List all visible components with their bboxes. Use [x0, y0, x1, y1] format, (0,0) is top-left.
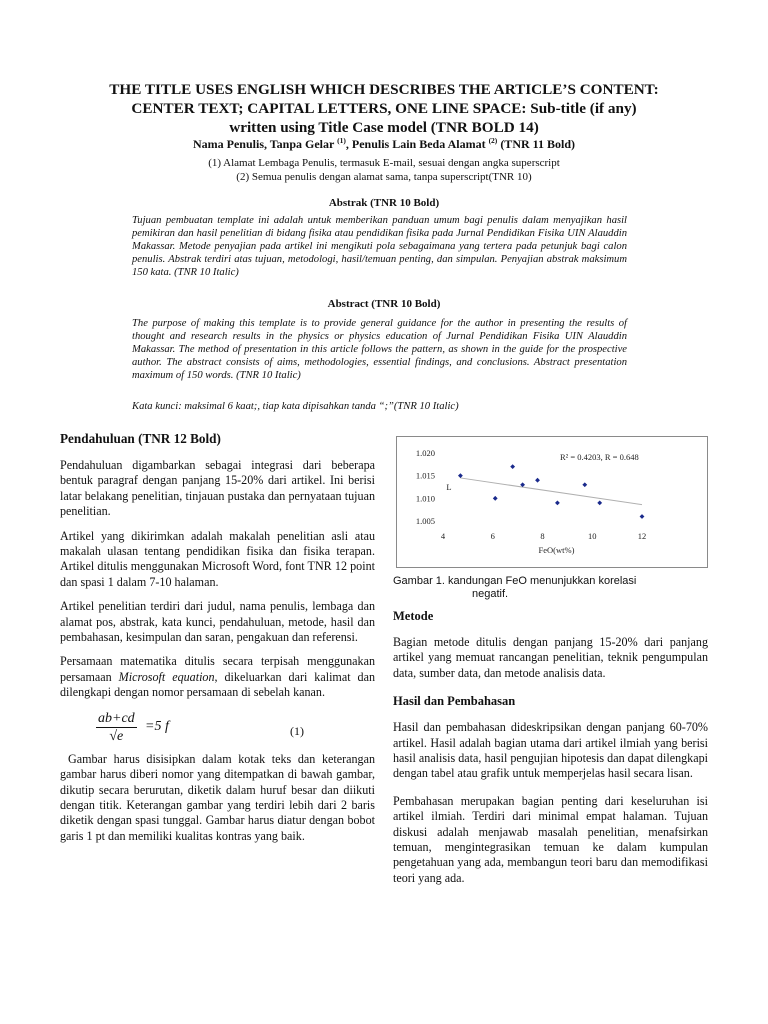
author-line [40, 136, 728, 152]
author-2-name: , Penulis Lain Beda Alamat [345, 137, 489, 151]
equation-number: (1) [290, 723, 304, 738]
data-point [597, 500, 602, 505]
results-paragraph-1: Hasil dan pembahasan dideskripsikan dengan panjang 60-70% artikel. Hasil adalah bagian utama dari artikel ilmiah yang berisi hasil analisis data, hasil pengujian hipotesis dan dapat dilengkapi dengan tabel atau grafik untuk memperjelas hasil secara lisan. [393, 720, 708, 781]
data-point [535, 478, 540, 483]
y-axis-label: L [446, 482, 452, 492]
title-line-1: THE TITLE USES ENGLISH WHICH DESCRIBES THE ARTICLE’S CONTENT: [109, 81, 659, 98]
paper-title [40, 80, 728, 137]
x-tick-label: 4 [440, 531, 446, 541]
intro-p4-text-b: , dikeluarkan dari kalimat dan dilengkapi dengan nomor persamaan di sebelah kanan. [60, 669, 375, 700]
y-tick-label: 1.020 [415, 448, 435, 458]
intro-p4-text-a: Persamaan matematika ditulis secara terpisah menggunakan persamaan [60, 654, 375, 684]
title-line-2: CENTER TEXT; CAPITAL LETTERS, ONE LINE SPACE: Sub-title (if any) [131, 100, 637, 117]
intro-paragraph-2: Artikel yang dikirimkan adalah makalah penelitian asli atau makalah ulasan tentang pendidikan fisika dan fisika terapan. Artikel ditulis menggunakan Microsoft Word, font TNR 12 point dan spasi 1 dalam 7-10 halaman. [60, 528, 375, 589]
methods-paragraph: Bagian metode ditulis dengan panjang 15-20% dari panjang artikel yang memuat rancangan penelitian, teknik pengumpulan data, sumber data, dan metode analisis data. [393, 635, 708, 680]
author-1-name: Nama Penulis, Tanpa Gelar [192, 137, 338, 151]
data-point [640, 514, 645, 519]
affiliation-line-1: (1) Alamat Lembaga Penulis, termasuk E-mail, sesuai dengan angka superscript [208, 157, 560, 169]
y-tick-label: 1.010 [415, 493, 435, 504]
x-tick-label: 12 [637, 531, 647, 541]
y-tick-label: 1.005 [415, 516, 435, 526]
author-format-note: (TNR 11 Bold) [497, 137, 575, 151]
results-heading: Hasil dan Pembahasan [393, 694, 516, 709]
abstract-heading: Abstract (TNR 10 Bold) [327, 298, 441, 310]
abstrak-text: Tujuan pembuatan template ini adalah untuk memberikan panduan umum bagi penulis dalam menyajikan hasil pemikiran dan hasil penelitian di bidang fisika atau pendidikan fisika pada Jurnal Pendidikan Fisika UIN Alauddin Makassar. Metode penyajian pada artikel ini mengikuti pola sebagaimana yang tertera pada petunjuk bagi calon penulis. Abstrak terdiri atas tujuan, metodologi, hasil/temuan penting, dan simpulan. Penyajian abstrak maksimum 150 kata. (TNR 10 Italic) [132, 215, 627, 278]
affiliations [40, 157, 728, 184]
data-point [493, 496, 498, 501]
equation-rhs: =5 f [145, 718, 169, 734]
intro-paragraph-4 [60, 654, 375, 700]
x-tick-label: 8 [540, 531, 545, 541]
equation-denominator: √e [109, 728, 124, 744]
x-axis-label: FeO(wt%) [538, 545, 575, 555]
x-tick-label: 10 [588, 531, 597, 541]
affiliation-line-2: (2) Semua penulis dengan alamat sama, tanpa superscript(TNR 10) [236, 170, 532, 183]
data-point [555, 500, 560, 505]
equation-1 [60, 710, 375, 750]
results-paragraph-2: Pembahasan merupakan bagian penting dari keseluruhan isi artikel ilmiah. Terdiri dari minimal empat halaman. Tujuan diskusi adalah menjawab masalah penelitian, menafsirkan temuan, mengintegrasikan temuan ke dalam kumpulan pengetahuan yang ada, membangun teori baru dan memodifikasi teori yang ada. [393, 793, 708, 885]
intro-paragraph-1: Pendahuluan digambarkan sebagai integrasi dari beberapa bentuk paragraf dengan panjang 15-20% dari artikel. Ini berisi latar belakang penelitian, tinjauan pustaka dan pernyataan tujuan penelitian. [60, 458, 375, 519]
equation-fraction [96, 710, 137, 745]
abstrak-heading: Abstrak (TNR 10 Bold) [328, 197, 440, 209]
feo-scatter-chart [397, 437, 707, 567]
data-point [458, 473, 463, 478]
trendline [460, 478, 642, 505]
intro-paragraph-3: Artikel penelitian terdiri dari judul, nama penulis, lembaga dan alamat pos, abstrak, kata kunci, pendahuluan, metode, hasil dan pembahasan, kesimpulan dan saran, pengakuan dan referensi. [60, 599, 375, 645]
figure-1-caption [393, 575, 708, 601]
author-1-superscript: (1) [337, 136, 346, 145]
left-column [60, 431, 375, 853]
intro-p4-emphasis: Microsoft equation [118, 669, 215, 684]
keywords: Kata kunci: maksimal 6 kaat;, tiap kata dipisahkan tanda “;”(TNR 10 Italic) [132, 401, 459, 412]
correlation-annotation: R² = 0.4203, R = 0.648 [560, 452, 639, 462]
author-2-superscript: (2) [488, 136, 498, 145]
figure-1-box [396, 436, 708, 568]
caption-line-2: negatif. [472, 587, 509, 600]
right-column [393, 609, 708, 895]
data-point [582, 482, 587, 487]
data-point [510, 464, 515, 469]
intro-heading: Pendahuluan (TNR 12 Bold) [60, 431, 221, 446]
caption-line-1: Gambar 1. kandungan FeO menunjukkan korelasi [393, 575, 637, 587]
methods-heading: Metode [393, 609, 434, 623]
x-tick-label: 6 [490, 531, 495, 541]
title-line-3: written using Title Case model (TNR BOLD 14) [229, 119, 539, 136]
y-tick-label: 1.015 [415, 470, 435, 481]
equation-numerator: ab+cd [98, 710, 135, 726]
intro-paragraph-5: Gambar harus disisipkan dalam kotak teks dan keterangan gambar harus diberi nomor yang ditempatkan di bawah gambar, dikutip secara berurutan, diketik dalam huruf besar dan diikuti dengan titik. Keterangan gambar yang terdiri lebih dari 2 baris diketik dengan spasi tunggal. Gambar harus diatur dengan bobot garis 1 pt dan memiliki kualitas kontras yang baik. [60, 751, 375, 843]
abstract-text: The purpose of making this template is to provide general guidance for the author in presenting the results of thought and research results in the physics or physics education of Jurnal Pendidikan Fisika UIN Alauddin Makassar. The method of presentation in this article follows the pattern, as shown in the guide for the prospective author. The abstract consists of aims, methodologies, essential findings, and conclusions. Abstract presentation maximum of 150 words. (TNR 10 Italic) [132, 318, 627, 381]
